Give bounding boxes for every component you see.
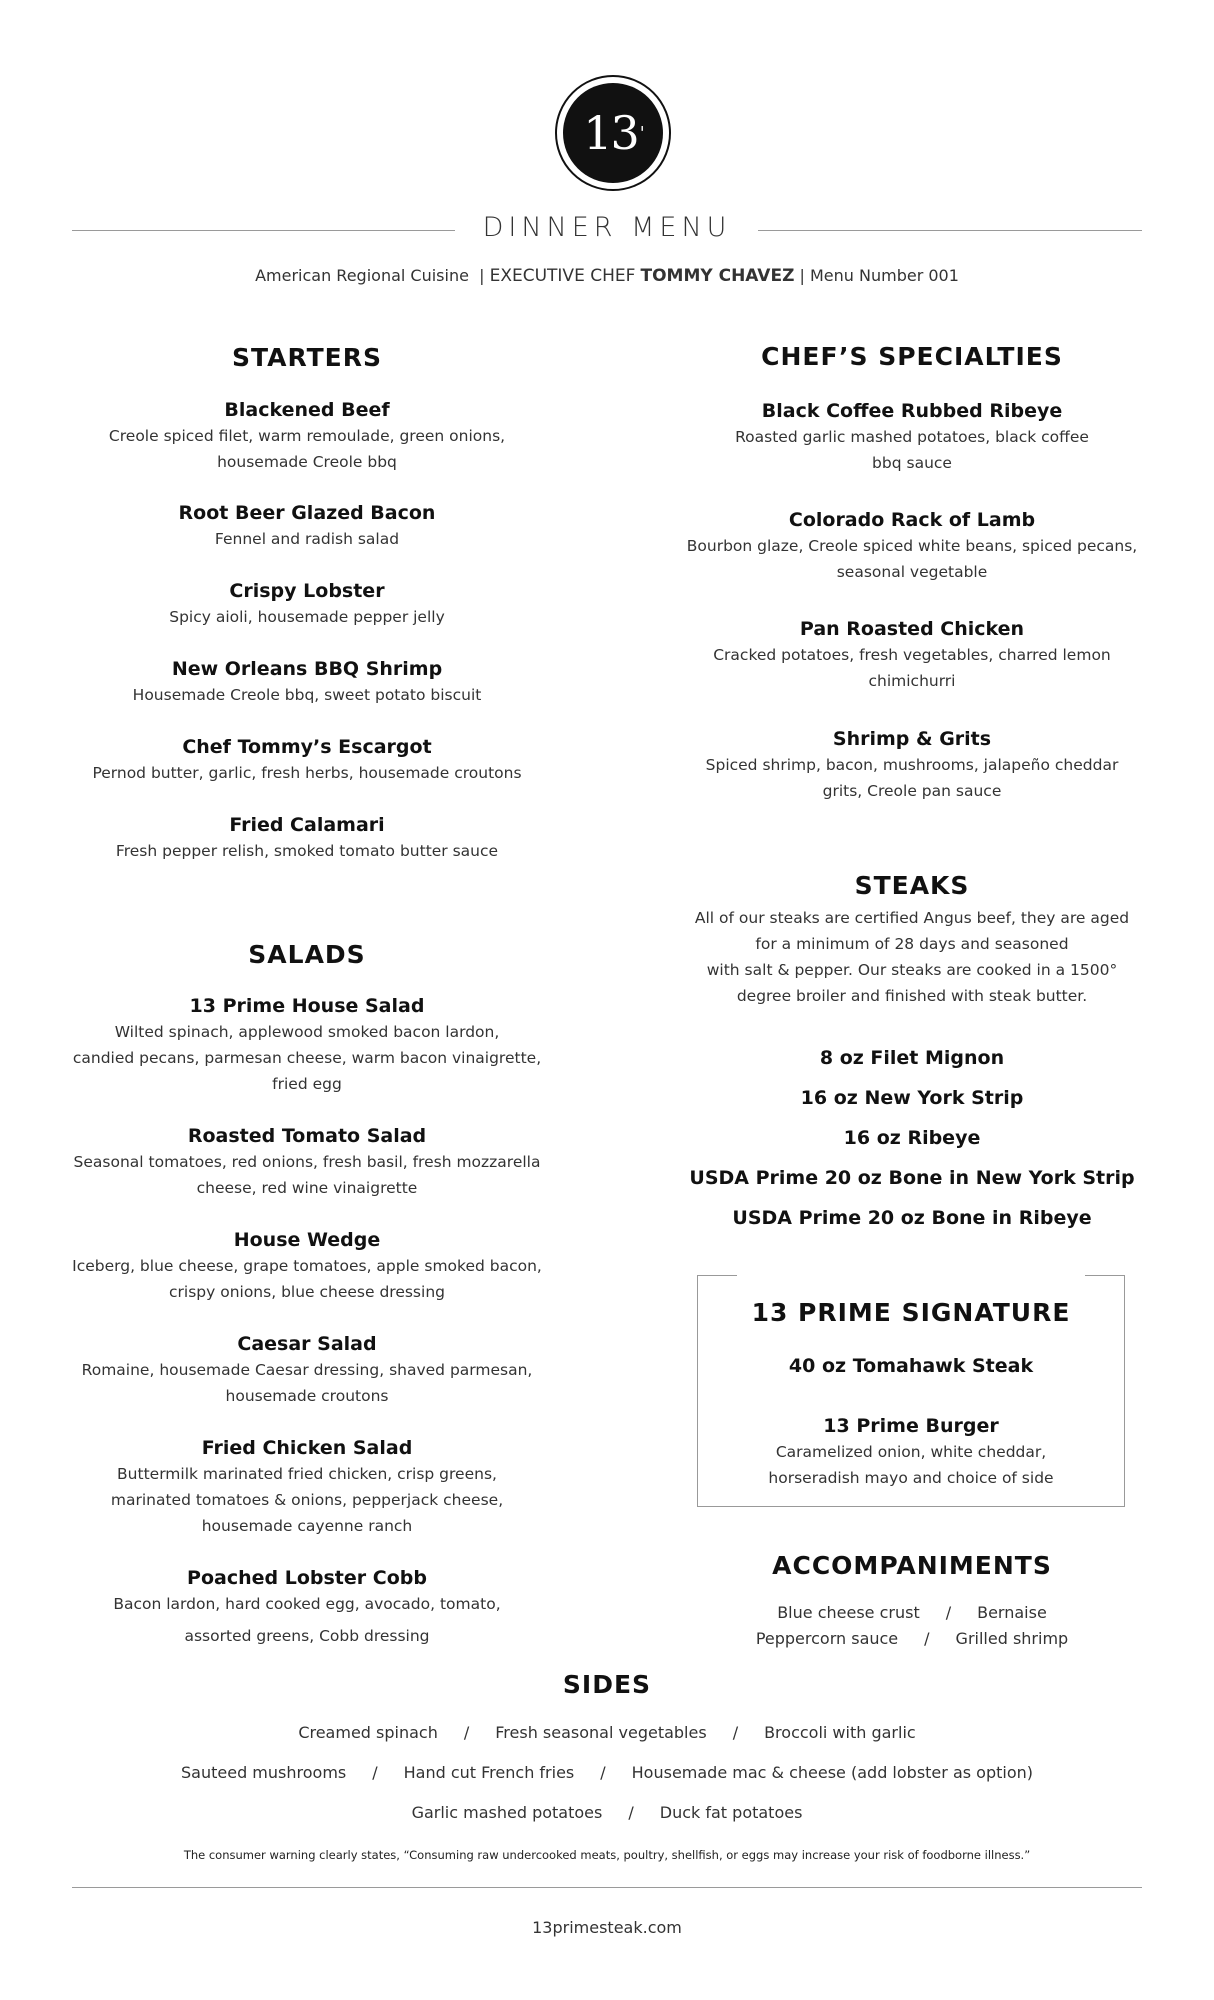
item-name: Caesar Salad — [237, 1333, 377, 1355]
steaks-desc-line: for a minimum of 28 days and seasoned — [755, 935, 1069, 953]
menu-item — [67, 1331, 547, 1409]
menu-item — [67, 1227, 547, 1305]
item-name: House Wedge — [233, 1229, 381, 1251]
item-desc: Romaine, housemade Caesar dressing, shaved parmesan, — [81, 1361, 533, 1379]
side-item: Fresh seasonal vegetables — [495, 1723, 707, 1742]
item-name: Fried Chicken Salad — [201, 1437, 413, 1459]
item-name: Blackened Beef — [224, 399, 390, 421]
sides-row — [0, 1803, 1214, 1822]
side-item: Garlic mashed potatoes — [411, 1803, 603, 1822]
menu-item — [667, 398, 1157, 476]
steaks-desc-line: degree broiler and finished with steak butter. — [736, 987, 1088, 1005]
item-desc: marinated tomatoes & onions, pepperjack cheese, — [110, 1491, 504, 1509]
item-name: Shrimp & Grits — [832, 728, 992, 750]
item-name: Root Beer Glazed Bacon — [178, 502, 436, 524]
starters-title: STARTERS — [232, 343, 382, 372]
logo-text: 13 — [583, 106, 638, 160]
separator: / — [463, 1723, 470, 1742]
footer-rule — [72, 1887, 1142, 1888]
accompaniment-item: Grilled shrimp — [955, 1629, 1069, 1648]
menu-item — [667, 616, 1157, 694]
menu-item — [67, 500, 547, 552]
item-name: Roasted Tomato Salad — [187, 1125, 427, 1147]
logo-badge — [563, 83, 663, 183]
side-item: Duck fat potatoes — [659, 1803, 803, 1822]
accompaniments-row — [667, 1603, 1157, 1622]
menu-item — [67, 734, 547, 786]
item-name: Chef Tommy’s Escargot — [182, 736, 432, 758]
steak-item: 8 oz Filet Mignon — [819, 1047, 1005, 1069]
website-url: 13primesteak.com — [532, 1918, 682, 1937]
item-desc: Fresh pepper relish, smoked tomato butter sauce — [115, 842, 499, 860]
side-item: Broccoli with garlic — [764, 1723, 916, 1742]
item-name: New Orleans BBQ Shrimp — [171, 658, 443, 680]
item-desc: Seasonal tomatoes, red onions, fresh basil, fresh mozzarella — [73, 1153, 541, 1171]
signature-box-top-left — [697, 1275, 737, 1276]
item-desc: crispy onions, blue cheese dressing — [169, 1283, 445, 1301]
separator: / — [732, 1723, 739, 1742]
item-desc: Cracked potatoes, fresh vegetables, charred lemon — [713, 646, 1111, 664]
chef-name: TOMMY CHAVEZ — [640, 266, 795, 286]
salads-title: SALADS — [248, 940, 366, 969]
item-desc: Fennel and radish salad — [214, 530, 400, 548]
item-desc: Caramelized onion, white cheddar, — [775, 1443, 1047, 1461]
menu-item — [67, 397, 547, 475]
item-desc: housemade cayenne ranch — [201, 1517, 413, 1535]
item-desc: Roasted garlic mashed potatoes, black coffee — [735, 428, 1089, 446]
item-desc: bbq sauce — [872, 454, 952, 472]
side-item: Sauteed mushrooms — [181, 1763, 347, 1782]
sides-title: SIDES — [562, 1670, 652, 1699]
side-item: Creamed spinach — [298, 1723, 438, 1742]
menu-item — [667, 507, 1157, 585]
subtitle — [0, 266, 1214, 286]
separator: / — [924, 1629, 930, 1648]
menu-item — [67, 993, 547, 1097]
item-desc: horseradish mayo and choice of side — [768, 1469, 1054, 1487]
menu-item — [67, 656, 547, 708]
accompaniments-row — [667, 1629, 1157, 1648]
item-desc: candied pecans, parmesan cheese, warm bacon vinaigrette, — [72, 1049, 542, 1067]
steaks-title: STEAKS — [854, 871, 970, 900]
item-desc: housemade Creole bbq — [217, 453, 397, 471]
separator: / — [600, 1763, 606, 1782]
steak-item: USDA Prime 20 oz Bone in New York Strip — [689, 1167, 1135, 1189]
item-desc: cheese, red wine vinaigrette — [196, 1179, 418, 1197]
item-desc: Buttermilk marinated fried chicken, crisp greens, — [117, 1465, 497, 1483]
item-name: 13 Prime Burger — [823, 1415, 999, 1437]
item-name: Fried Calamari — [229, 814, 385, 836]
signature-box-top-right — [1085, 1275, 1125, 1276]
item-name: Pan Roasted Chicken — [799, 618, 1025, 640]
item-name: Colorado Rack of Lamb — [788, 509, 1036, 531]
steak-item: 16 oz Ribeye — [843, 1127, 981, 1149]
signature-item — [697, 1413, 1125, 1491]
item-name: Crispy Lobster — [229, 580, 385, 602]
sides-row — [0, 1723, 1214, 1742]
menu-item — [67, 578, 547, 630]
item-desc: Spiced shrimp, bacon, mushrooms, jalapeño cheddar — [705, 756, 1119, 774]
menu-item — [67, 1435, 547, 1539]
item-desc: Creole spiced filet, warm remoulade, green onions, — [108, 427, 506, 445]
item-desc: Spicy aioli, housemade pepper jelly — [169, 608, 445, 626]
chef-prefix: EXECUTIVE CHEF — [489, 266, 636, 286]
steaks-description — [667, 905, 1157, 1009]
sides-row — [0, 1763, 1214, 1782]
menu-item — [667, 726, 1157, 804]
separator: / — [945, 1603, 952, 1622]
item-desc: fried egg — [272, 1075, 342, 1093]
divider-2: | — [799, 266, 805, 285]
side-item: Housemade mac & cheese (add lobster as option) — [631, 1763, 1033, 1782]
signature-item: 40 oz Tomahawk Steak — [788, 1355, 1034, 1377]
item-desc: housemade croutons — [225, 1387, 389, 1405]
item-desc: Pernod butter, garlic, fresh herbs, housemade croutons — [92, 764, 522, 782]
separator: / — [628, 1803, 634, 1822]
item-name: 13 Prime House Salad — [189, 995, 425, 1017]
menu-item — [67, 1123, 547, 1201]
steak-item: USDA Prime 20 oz Bone in Ribeye — [732, 1207, 1092, 1229]
item-desc: Wilted spinach, applewood smoked bacon lardon, — [114, 1023, 500, 1041]
consumer-warning: The consumer warning clearly states, “Consuming raw undercooked meats, poultry, shellfish, or eggs may increase your risk of foodborne illness.” — [183, 1848, 1031, 1862]
menu-item — [67, 812, 547, 864]
logo — [555, 75, 671, 191]
item-name: Black Coffee Rubbed Ribeye — [761, 400, 1063, 422]
item-desc: seasonal vegetable — [836, 563, 988, 581]
item-desc: assorted greens, Cobb dressing — [184, 1627, 430, 1645]
cuisine-label: American Regional Cuisine — [255, 266, 469, 285]
specialties-title: CHEF’S SPECIALTIES — [761, 342, 1063, 371]
accompaniment-item: Bernaise — [977, 1603, 1047, 1622]
steaks-desc-line: with salt & pepper. Our steaks are cooked in a 1500° — [706, 961, 1118, 979]
item-desc: Iceberg, blue cheese, grape tomatoes, apple smoked bacon, — [72, 1257, 542, 1275]
item-desc: Bourbon glaze, Creole spiced white beans, spiced pecans, — [686, 537, 1138, 555]
side-item: Hand cut French fries — [403, 1763, 575, 1782]
accompaniment-item: Peppercorn sauce — [755, 1629, 899, 1648]
accompaniments-title: ACCOMPANIMENTS — [772, 1551, 1052, 1580]
item-desc: grits, Creole pan sauce — [822, 782, 1002, 800]
steak-item: 16 oz New York Strip — [800, 1087, 1024, 1109]
separator: / — [372, 1763, 378, 1782]
steaks-desc-line: All of our steaks are certified Angus beef, they are aged — [694, 909, 1130, 927]
menu-item — [67, 1565, 547, 1649]
divider-1: | — [479, 266, 485, 285]
logo-mark: ' — [639, 122, 643, 144]
item-name: Poached Lobster Cobb — [187, 1567, 427, 1589]
menu-number: Menu Number 001 — [809, 266, 959, 285]
page-title: DINNER MENU — [482, 212, 732, 243]
item-desc: Housemade Creole bbq, sweet potato biscuit — [132, 686, 482, 704]
accompaniment-item: Blue cheese crust — [777, 1603, 920, 1622]
item-desc: chimichurri — [868, 672, 956, 690]
item-desc: Bacon lardon, hard cooked egg, avocado, tomato, — [113, 1595, 501, 1613]
signature-title: 13 PRIME SIGNATURE — [751, 1298, 1071, 1327]
